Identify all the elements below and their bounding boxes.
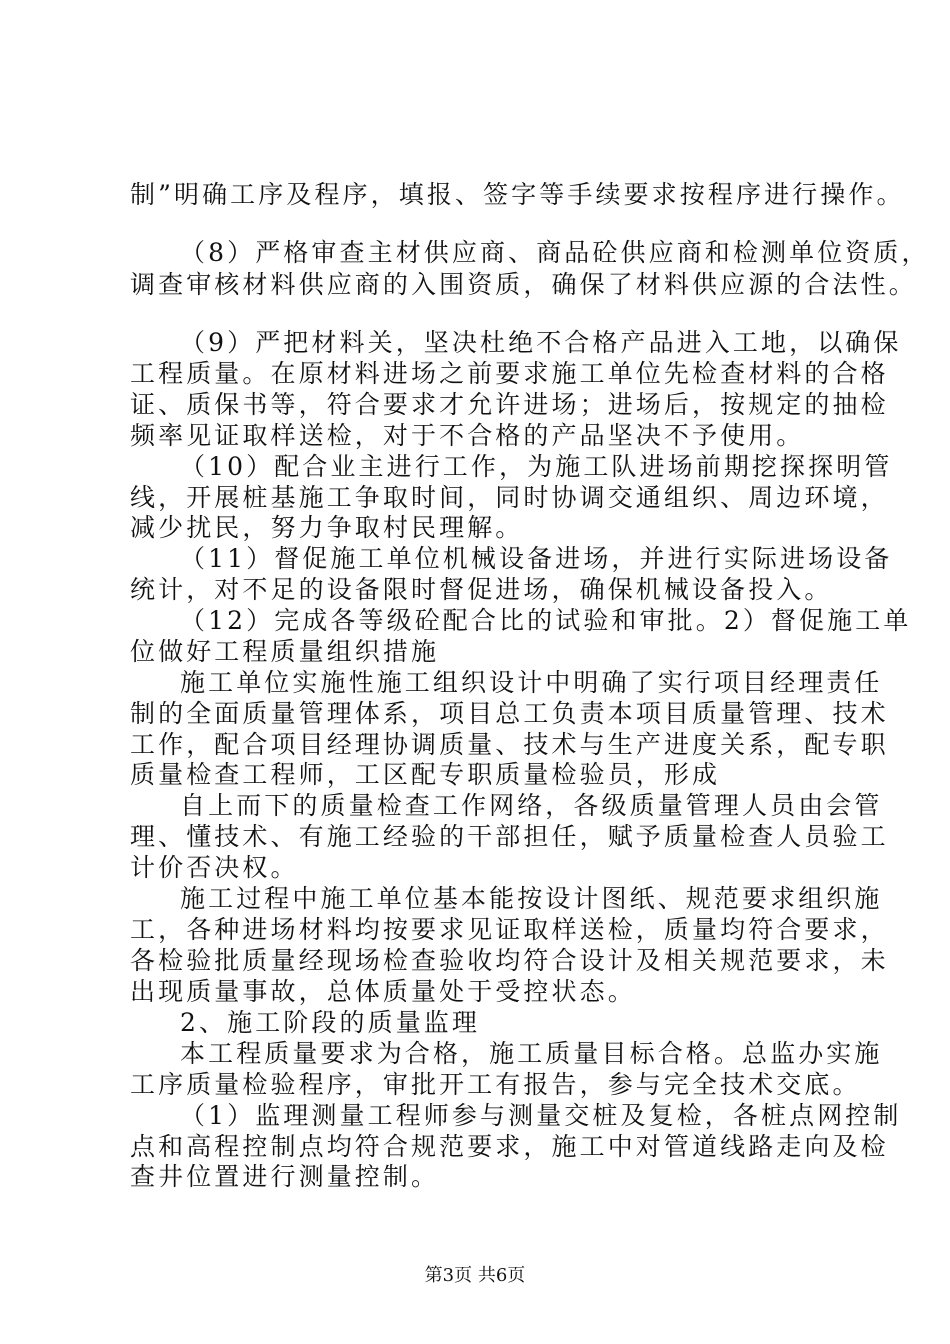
text-line: 线，开展桩基施工争取时间，同时协调交通组织、周边环境， [130,483,889,512]
text-line: 工作，配合项目经理协调质量、技术与生产进度关系，配专职 [130,730,889,759]
text-line: 工序质量检验程序，审批开工有报告，参与完全技术交底。 [130,1070,861,1099]
text-line: （11）督促施工单位机械设备进场，并进行实际进场设备 [180,544,893,573]
text-line: 理、懂技术、有施工经验的干部担任，赋予质量检查人员验工 [130,822,889,851]
text-line: 工，各种进场材料均按要求见证取样送检，质量均符合要求， [130,915,889,944]
page-number-footer: 第3页 共6页 [424,1265,526,1286]
text-line: （10）配合业主进行工作，为施工队进场前期挖探探明管 [180,452,893,481]
text-line: 出现质量事故，总体质量处于受控状态。 [130,977,636,1006]
text-line: 各检验批质量经现场检查验收均符合设计及相关规范要求，未 [130,946,889,975]
text-line: 频率见证取样送检，对于不合格的产品坚决不予使用。 [130,421,805,450]
text-line: 施工单位实施性施工组织设计中明确了实行项目经理责任 [180,668,883,697]
text-line: （8）严格审查主材供应商、商品砼供应商和检测单位资质， [180,238,930,267]
text-line: 本工程质量要求为合格，施工质量目标合格。总监办实施 [180,1039,883,1068]
text-line: 证、质保书等，符合要求才允许进场；进场后，按规定的抽检 [130,390,889,419]
text-line: 工程质量。在原材料进场之前要求施工单位先检查材料的合格 [130,359,889,388]
text-line: 位做好工程质量组织措施 [130,637,440,666]
text-line: （9）严把材料关，坚决杜绝不合格产品进入工地，以确保 [180,328,902,357]
text-line: 查井位置进行测量控制。 [130,1162,440,1191]
text-line: 制的全面质量管理体系，项目总工负责本项目质量管理、技术 [130,699,889,728]
text-line: 减少扰民，努力争取村民理解。 [130,513,524,542]
text-line: （1）监理测量工程师参与测量交桩及复检，各桩点网控制 [180,1101,902,1130]
text-line: 质量检查工程师，工区配专职质量检验员，形成 [130,760,721,789]
text-line: 自上而下的质量检查工作网络，各级质量管理人员由会管 [180,791,883,820]
text-line: 施工过程中施工单位基本能按设计图纸、规范要求组织施 [180,884,883,913]
section-heading: 2、施工阶段的质量监理 [180,1008,481,1037]
text-line: 点和高程控制点均符合规范要求，施工中对管道线路走向及检 [130,1132,889,1161]
text-line: （12）完成各等级砼配合比的试验和审批。2）督促施工单 [180,606,912,635]
text-line: 计价否决权。 [130,853,299,882]
text-line: 调查审核材料供应商的入围资质，确保了材料供应源的合法性。 [130,270,917,299]
text-line: 统计，对不足的设备限时督促进场，确保机械设备投入。 [130,575,833,604]
text-line: 制”明确工序及程序，填报、签字等手续要求按程序进行操作。 [130,180,905,209]
